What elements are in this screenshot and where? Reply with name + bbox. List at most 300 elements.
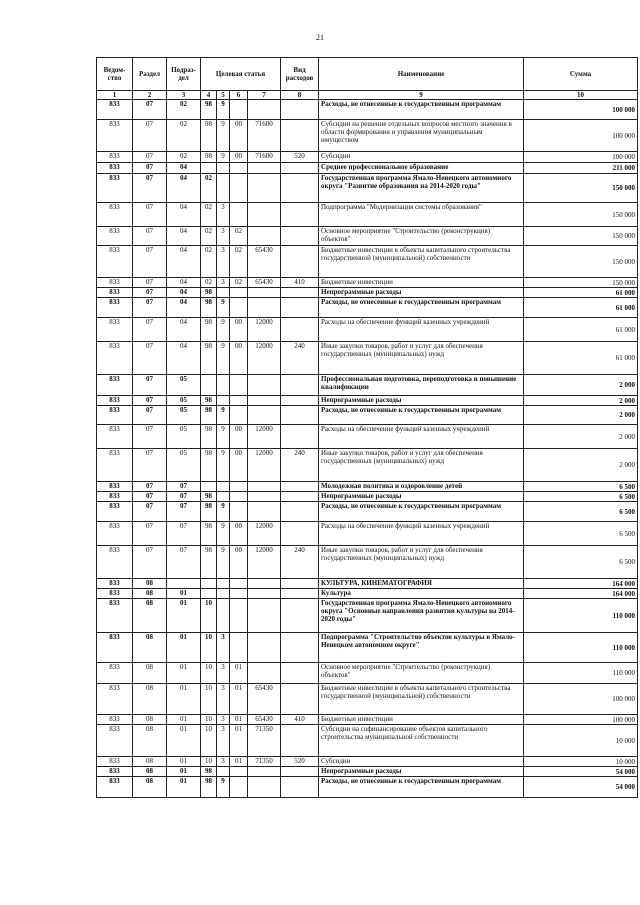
cell-celevaya-subprogram: 9 <box>217 777 230 798</box>
column-number: 3 <box>167 91 201 100</box>
cell-vedomstvo: 833 <box>97 715 133 725</box>
cell-celevaya-program <box>201 579 217 589</box>
cell-vedomstvo: 833 <box>97 318 133 342</box>
cell-celevaya-program: 98 <box>201 449 217 482</box>
cell-celevaya-event: 00 <box>230 152 248 163</box>
cell-celevaya-subprogram: 3 <box>217 246 230 278</box>
cell-summa: 100 000 <box>524 100 638 120</box>
cell-vid-rashodov <box>281 227 319 246</box>
cell-celevaya-event: 00 <box>230 449 248 482</box>
cell-podrazdel: 01 <box>167 777 201 798</box>
cell-podrazdel: 05 <box>167 396 201 406</box>
cell-celevaya-direction <box>248 482 281 492</box>
cell-vid-rashodov <box>281 502 319 522</box>
table-row <box>97 599 638 633</box>
cell-celevaya-event <box>230 163 248 174</box>
cell-celevaya-direction: 12000 <box>248 342 281 375</box>
cell-summa: 150 000 <box>524 227 638 246</box>
cell-razdel: 07 <box>133 546 167 579</box>
column-number: 1 <box>97 91 133 100</box>
cell-razdel: 07 <box>133 449 167 482</box>
cell-celevaya-event: 01 <box>230 663 248 684</box>
cell-razdel: 08 <box>133 725 167 757</box>
page-number: 21 <box>316 33 324 42</box>
cell-summa: 54 000 <box>524 777 638 798</box>
cell-vid-rashodov <box>281 203 319 227</box>
cell-celevaya-program: 98 <box>201 152 217 163</box>
cell-summa: 100 000 <box>524 715 638 725</box>
cell-vedomstvo: 833 <box>97 522 133 546</box>
cell-celevaya-subprogram <box>217 599 230 633</box>
cell-celevaya-event <box>230 203 248 227</box>
cell-celevaya-program: 98 <box>201 100 217 120</box>
cell-celevaya-subprogram: 3 <box>217 227 230 246</box>
cell-naimenovanie: Непрограммные расходы <box>319 396 524 406</box>
cell-celevaya-subprogram <box>217 174 230 203</box>
cell-podrazdel: 04 <box>167 278 201 288</box>
cell-vid-rashodov: 240 <box>281 342 319 375</box>
cell-celevaya-subprogram: 3 <box>217 278 230 288</box>
cell-razdel: 07 <box>133 174 167 203</box>
cell-razdel: 07 <box>133 100 167 120</box>
cell-naimenovanie: Расходы, не отнесенные к государственным программам <box>319 502 524 522</box>
header-naimenovanie: Наименование <box>319 58 524 91</box>
table-row <box>97 298 638 318</box>
cell-celevaya-subprogram <box>217 375 230 396</box>
cell-razdel: 07 <box>133 342 167 375</box>
column-number: 4 <box>201 91 217 100</box>
cell-razdel: 08 <box>133 715 167 725</box>
cell-naimenovanie: Непрограммные расходы <box>319 288 524 298</box>
cell-celevaya-direction: 12000 <box>248 425 281 449</box>
cell-podrazdel <box>167 579 201 589</box>
cell-celevaya-direction: 65430 <box>248 715 281 725</box>
cell-vedomstvo: 833 <box>97 589 133 599</box>
cell-celevaya-subprogram: 9 <box>217 522 230 546</box>
cell-razdel: 07 <box>133 298 167 318</box>
cell-celevaya-subprogram: 9 <box>217 298 230 318</box>
cell-celevaya-subprogram: 3 <box>217 684 230 715</box>
cell-razdel: 08 <box>133 589 167 599</box>
cell-razdel: 07 <box>133 203 167 227</box>
cell-razdel: 07 <box>133 406 167 425</box>
cell-celevaya-event <box>230 767 248 777</box>
cell-celevaya-subprogram: 9 <box>217 318 230 342</box>
cell-vid-rashodov: 520 <box>281 152 319 163</box>
cell-celevaya-event: 01 <box>230 715 248 725</box>
cell-vid-rashodov <box>281 579 319 589</box>
cell-celevaya-direction <box>248 227 281 246</box>
cell-vid-rashodov <box>281 522 319 546</box>
cell-naimenovanie: Расходы, не отнесенные к государственным программам <box>319 298 524 318</box>
header-razdel: Раздел <box>133 58 167 91</box>
cell-vid-rashodov <box>281 375 319 396</box>
cell-razdel: 08 <box>133 633 167 663</box>
column-number: 6 <box>230 91 248 100</box>
cell-summa: 61 000 <box>524 298 638 318</box>
cell-vid-rashodov <box>281 288 319 298</box>
cell-podrazdel: 05 <box>167 406 201 425</box>
cell-podrazdel: 05 <box>167 425 201 449</box>
cell-celevaya-event <box>230 599 248 633</box>
cell-razdel: 08 <box>133 599 167 633</box>
cell-podrazdel: 05 <box>167 375 201 396</box>
cell-vid-rashodov <box>281 298 319 318</box>
cell-naimenovanie: Субсидии на софинансирование объектов капитального строительства муниципальной собственности <box>319 725 524 757</box>
cell-celevaya-program: 98 <box>201 425 217 449</box>
cell-celevaya-subprogram: 9 <box>217 342 230 375</box>
cell-celevaya-subprogram: 3 <box>217 715 230 725</box>
cell-vedomstvo: 833 <box>97 425 133 449</box>
cell-vedomstvo: 833 <box>97 482 133 492</box>
table-row <box>97 757 638 767</box>
cell-vedomstvo: 833 <box>97 163 133 174</box>
cell-celevaya-subprogram <box>217 579 230 589</box>
cell-celevaya-event: 02 <box>230 227 248 246</box>
cell-celevaya-event <box>230 406 248 425</box>
cell-razdel: 08 <box>133 767 167 777</box>
cell-celevaya-program: 98 <box>201 767 217 777</box>
column-number: 7 <box>248 91 281 100</box>
cell-summa: 150 000 <box>524 203 638 227</box>
cell-celevaya-program: 02 <box>201 246 217 278</box>
cell-naimenovanie: Среднее профессиональное образование <box>319 163 524 174</box>
cell-celevaya-program: 98 <box>201 406 217 425</box>
table-row <box>97 120 638 152</box>
cell-naimenovanie: Расходы, не отнесенные к государственным программам <box>319 777 524 798</box>
table-row <box>97 174 638 203</box>
cell-celevaya-direction <box>248 492 281 502</box>
cell-celevaya-event: 01 <box>230 684 248 715</box>
cell-podrazdel: 04 <box>167 163 201 174</box>
cell-naimenovanie: Субсидии <box>319 757 524 767</box>
cell-celevaya-event: 02 <box>230 246 248 278</box>
column-number: 10 <box>524 91 638 100</box>
cell-celevaya-direction <box>248 579 281 589</box>
cell-celevaya-direction <box>248 767 281 777</box>
cell-celevaya-program <box>201 375 217 396</box>
cell-vedomstvo: 833 <box>97 777 133 798</box>
cell-vedomstvo: 833 <box>97 579 133 589</box>
cell-vid-rashodov: 520 <box>281 757 319 767</box>
cell-vedomstvo: 833 <box>97 120 133 152</box>
cell-razdel: 07 <box>133 278 167 288</box>
cell-vedomstvo: 833 <box>97 502 133 522</box>
cell-vid-rashodov <box>281 663 319 684</box>
cell-celevaya-event: 02 <box>230 278 248 288</box>
cell-vid-rashodov <box>281 318 319 342</box>
cell-summa: 150 000 <box>524 174 638 203</box>
cell-summa: 6 500 <box>524 482 638 492</box>
cell-celevaya-direction: 65430 <box>248 246 281 278</box>
cell-vedomstvo: 833 <box>97 599 133 633</box>
cell-celevaya-direction <box>248 406 281 425</box>
table-row <box>97 406 638 425</box>
cell-celevaya-event <box>230 502 248 522</box>
cell-naimenovanie: КУЛЬТУРА, КИНЕМАТОГРАФИЯ <box>319 579 524 589</box>
cell-razdel: 08 <box>133 757 167 767</box>
cell-vid-rashodov <box>281 396 319 406</box>
cell-vedomstvo: 833 <box>97 757 133 767</box>
cell-celevaya-direction: 12000 <box>248 522 281 546</box>
cell-vid-rashodov <box>281 767 319 777</box>
cell-naimenovanie: Расходы на обеспечение функций казенных учреждений <box>319 425 524 449</box>
header-podrazdel: Подраз-дел <box>167 58 201 91</box>
cell-razdel: 07 <box>133 288 167 298</box>
cell-podrazdel: 04 <box>167 246 201 278</box>
cell-celevaya-event <box>230 492 248 502</box>
cell-podrazdel: 01 <box>167 589 201 599</box>
cell-celevaya-program: 02 <box>201 278 217 288</box>
cell-vedomstvo: 833 <box>97 396 133 406</box>
cell-celevaya-program: 10 <box>201 684 217 715</box>
cell-naimenovanie: Непрограммные расходы <box>319 492 524 502</box>
cell-naimenovanie: Государственная программа Ямало-Ненецкого автономного округа "Основные направления развития культуры на 2014-2020 годы" <box>319 599 524 633</box>
cell-celevaya-direction <box>248 203 281 227</box>
table-row <box>97 318 638 342</box>
cell-razdel: 07 <box>133 227 167 246</box>
cell-celevaya-event <box>230 633 248 663</box>
cell-vedomstvo: 833 <box>97 342 133 375</box>
cell-vid-rashodov <box>281 777 319 798</box>
cell-vedomstvo: 833 <box>97 663 133 684</box>
cell-vid-rashodov <box>281 633 319 663</box>
cell-summa: 100 000 <box>524 152 638 163</box>
cell-celevaya-program: 10 <box>201 725 217 757</box>
cell-vedomstvo: 833 <box>97 633 133 663</box>
cell-naimenovanie: Бюджетные инвестиции <box>319 715 524 725</box>
cell-podrazdel: 01 <box>167 684 201 715</box>
cell-celevaya-direction <box>248 298 281 318</box>
table-row <box>97 767 638 777</box>
cell-summa: 61 000 <box>524 288 638 298</box>
cell-celevaya-direction: 71600 <box>248 120 281 152</box>
column-number: 5 <box>217 91 230 100</box>
cell-celevaya-event: 00 <box>230 120 248 152</box>
cell-celevaya-direction: 65430 <box>248 684 281 715</box>
table-row <box>97 288 638 298</box>
cell-summa: 2 000 <box>524 449 638 482</box>
header-vid-rashodov: Вид расходов <box>281 58 319 91</box>
cell-celevaya-program: 98 <box>201 502 217 522</box>
table-row <box>97 163 638 174</box>
cell-vedomstvo: 833 <box>97 203 133 227</box>
cell-celevaya-event <box>230 174 248 203</box>
header-row <box>97 58 638 91</box>
cell-celevaya-program: 10 <box>201 663 217 684</box>
cell-razdel: 08 <box>133 684 167 715</box>
header-celevaya-statya: Целевая статья <box>201 58 281 91</box>
cell-vedomstvo: 833 <box>97 375 133 396</box>
cell-naimenovanie: Бюджетные инвестиции в объекты капитального строительства государственной (муниципальной) собственности <box>319 246 524 278</box>
cell-vid-rashodov <box>281 492 319 502</box>
cell-summa: 6 500 <box>524 492 638 502</box>
cell-summa: 150 000 <box>524 246 638 278</box>
cell-celevaya-event: 00 <box>230 425 248 449</box>
cell-summa: 6 500 <box>524 546 638 579</box>
table-row <box>97 663 638 684</box>
cell-vedomstvo: 833 <box>97 406 133 425</box>
cell-podrazdel: 07 <box>167 502 201 522</box>
cell-vid-rashodov: 240 <box>281 546 319 579</box>
cell-celevaya-event <box>230 777 248 798</box>
cell-celevaya-direction: 71350 <box>248 757 281 767</box>
cell-razdel: 07 <box>133 246 167 278</box>
cell-vid-rashodov: 240 <box>281 449 319 482</box>
cell-vedomstvo: 833 <box>97 684 133 715</box>
cell-podrazdel: 02 <box>167 100 201 120</box>
cell-celevaya-direction <box>248 589 281 599</box>
cell-celevaya-program: 98 <box>201 492 217 502</box>
cell-podrazdel: 02 <box>167 120 201 152</box>
cell-celevaya-program: 02 <box>201 174 217 203</box>
cell-vedomstvo: 833 <box>97 492 133 502</box>
table-row <box>97 482 638 492</box>
table-row <box>97 502 638 522</box>
table-row <box>97 492 638 502</box>
cell-podrazdel: 01 <box>167 725 201 757</box>
cell-naimenovanie: Подпрограмма "Модернизация системы образования" <box>319 203 524 227</box>
column-number-row <box>97 91 638 100</box>
cell-celevaya-direction <box>248 777 281 798</box>
cell-vid-rashodov <box>281 174 319 203</box>
cell-celevaya-program: 98 <box>201 546 217 579</box>
cell-razdel: 07 <box>133 425 167 449</box>
table-row <box>97 396 638 406</box>
cell-podrazdel: 01 <box>167 757 201 767</box>
cell-celevaya-event: 01 <box>230 725 248 757</box>
cell-naimenovanie: Государственная программа Ямало-Ненецкого автономного округа "Развитие образования на 2014-2020 годы" <box>319 174 524 203</box>
cell-celevaya-subprogram: 9 <box>217 152 230 163</box>
cell-celevaya-program: 98 <box>201 396 217 406</box>
cell-celevaya-direction: 65430 <box>248 278 281 288</box>
cell-summa: 211 000 <box>524 163 638 174</box>
cell-podrazdel: 01 <box>167 663 201 684</box>
cell-celevaya-event <box>230 396 248 406</box>
cell-razdel: 07 <box>133 163 167 174</box>
cell-summa: 2 000 <box>524 396 638 406</box>
cell-vid-rashodov <box>281 120 319 152</box>
table-row <box>97 203 638 227</box>
cell-celevaya-program <box>201 589 217 599</box>
cell-celevaya-program: 10 <box>201 633 217 663</box>
cell-celevaya-subprogram <box>217 492 230 502</box>
table-row <box>97 546 638 579</box>
cell-celevaya-direction: 71600 <box>248 152 281 163</box>
cell-celevaya-direction <box>248 375 281 396</box>
table-row <box>97 152 638 163</box>
cell-razdel: 07 <box>133 375 167 396</box>
cell-celevaya-program: 02 <box>201 203 217 227</box>
table-row <box>97 522 638 546</box>
cell-naimenovanie: Молодежная политика и оздоровление детей <box>319 482 524 492</box>
table-row <box>97 684 638 715</box>
cell-razdel: 07 <box>133 492 167 502</box>
cell-celevaya-program: 98 <box>201 522 217 546</box>
cell-naimenovanie: Непрограммные расходы <box>319 767 524 777</box>
cell-naimenovanie: Субсидии на решение отдельных вопросов местного значения в области формирования и управления муниципальным имуществом <box>319 120 524 152</box>
cell-razdel: 07 <box>133 482 167 492</box>
cell-podrazdel: 02 <box>167 152 201 163</box>
cell-celevaya-event: 00 <box>230 522 248 546</box>
cell-celevaya-event <box>230 482 248 492</box>
cell-celevaya-program: 10 <box>201 757 217 767</box>
header-vedomstvo: Ведом-ство <box>97 58 133 91</box>
cell-celevaya-subprogram: 3 <box>217 203 230 227</box>
cell-celevaya-event: 00 <box>230 318 248 342</box>
cell-summa: 164 000 <box>524 579 638 589</box>
table-row <box>97 100 638 120</box>
table-row <box>97 342 638 375</box>
cell-celevaya-direction <box>248 163 281 174</box>
table-row <box>97 589 638 599</box>
cell-vid-rashodov <box>281 482 319 492</box>
cell-podrazdel: 01 <box>167 715 201 725</box>
table-row <box>97 246 638 278</box>
cell-vid-rashodov <box>281 406 319 425</box>
cell-celevaya-direction <box>248 174 281 203</box>
cell-vid-rashodov <box>281 589 319 599</box>
cell-vid-rashodov: 410 <box>281 715 319 725</box>
cell-summa: 2 000 <box>524 425 638 449</box>
cell-razdel: 08 <box>133 663 167 684</box>
cell-podrazdel: 07 <box>167 482 201 492</box>
cell-vid-rashodov <box>281 246 319 278</box>
cell-celevaya-subprogram: 3 <box>217 757 230 767</box>
table-row <box>97 725 638 757</box>
cell-vedomstvo: 833 <box>97 227 133 246</box>
cell-naimenovanie: Иные закупки товаров, работ и услуг для обеспечения государственных (муниципальных) нужд <box>319 342 524 375</box>
cell-vedomstvo: 833 <box>97 725 133 757</box>
cell-celevaya-subprogram <box>217 396 230 406</box>
cell-celevaya-program: 98 <box>201 777 217 798</box>
cell-summa: 61 000 <box>524 342 638 375</box>
table-row <box>97 715 638 725</box>
cell-podrazdel: 04 <box>167 318 201 342</box>
cell-celevaya-event <box>230 589 248 599</box>
cell-vedomstvo: 833 <box>97 449 133 482</box>
cell-summa: 10 000 <box>524 757 638 767</box>
cell-summa: 61 000 <box>524 318 638 342</box>
cell-celevaya-program: 10 <box>201 599 217 633</box>
cell-summa: 54 000 <box>524 767 638 777</box>
cell-summa: 110 000 <box>524 633 638 663</box>
cell-celevaya-direction <box>248 396 281 406</box>
cell-podrazdel: 04 <box>167 298 201 318</box>
cell-celevaya-event: 00 <box>230 546 248 579</box>
cell-podrazdel: 01 <box>167 633 201 663</box>
cell-celevaya-direction: 71350 <box>248 725 281 757</box>
cell-summa: 6 500 <box>524 522 638 546</box>
cell-celevaya-subprogram: 3 <box>217 633 230 663</box>
cell-vid-rashodov <box>281 684 319 715</box>
cell-podrazdel: 04 <box>167 174 201 203</box>
cell-celevaya-subprogram: 3 <box>217 725 230 757</box>
cell-vedomstvo: 833 <box>97 174 133 203</box>
cell-podrazdel: 07 <box>167 546 201 579</box>
cell-celevaya-subprogram: 9 <box>217 425 230 449</box>
cell-vedomstvo: 833 <box>97 246 133 278</box>
cell-celevaya-subprogram: 9 <box>217 120 230 152</box>
cell-summa: 6 500 <box>524 502 638 522</box>
cell-celevaya-direction <box>248 100 281 120</box>
cell-razdel: 07 <box>133 502 167 522</box>
cell-celevaya-program <box>201 163 217 174</box>
cell-podrazdel: 04 <box>167 342 201 375</box>
table-row <box>97 278 638 288</box>
cell-naimenovanie: Культура <box>319 589 524 599</box>
cell-vid-rashodov <box>281 425 319 449</box>
